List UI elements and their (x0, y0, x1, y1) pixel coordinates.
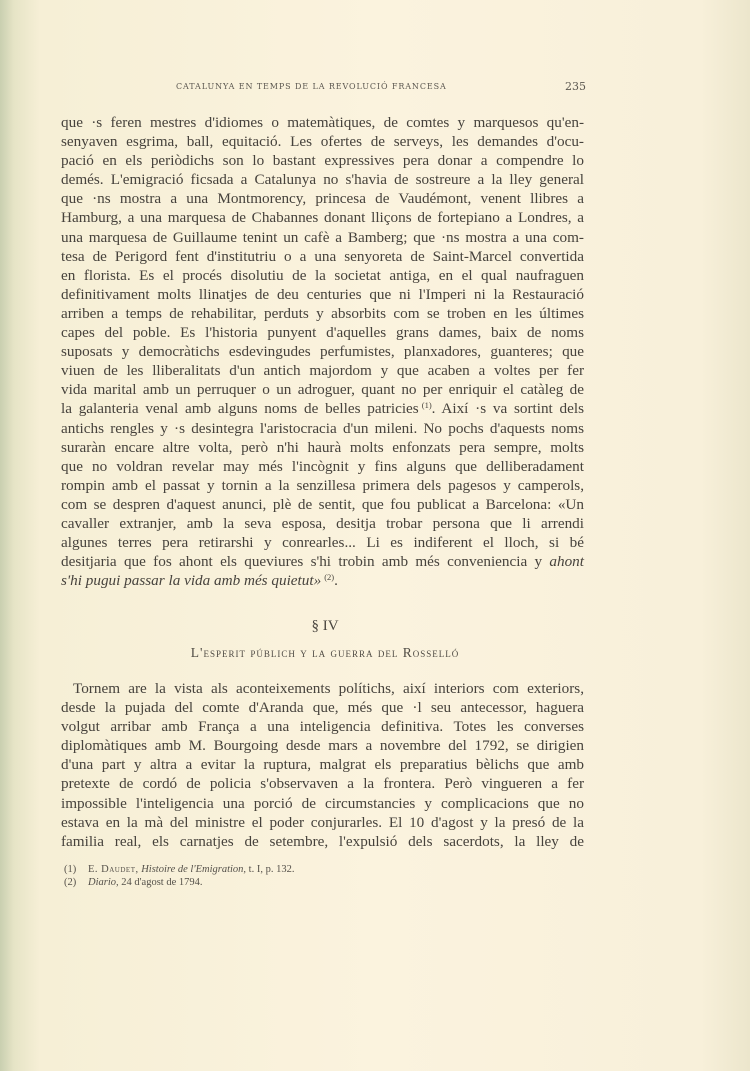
text-line: rompin amb el passat y tornin a la senzillesa primera dels pagesos y camperols, (61, 476, 584, 494)
text-line: una marquesa de Guillaume tenint un cafè a Bamberg; que ·ns mostra a una com- (61, 228, 584, 246)
page-number: 235 (565, 80, 586, 93)
paragraph-2 (61, 679, 584, 851)
text-line: diplomàtiques amb M. Bourgoing desde mars a novembre del 1792, se dirigien (61, 737, 584, 755)
text-line: d'una part y altra a evitar la ruptura, malgrat els preparatius bèlichs que amb (61, 756, 584, 774)
text-line (61, 552, 584, 571)
text-line: que no voldran revelar may més l'incògnit y fins alguns que delliberadament (61, 457, 584, 475)
text-line: com se despren d'aquest anunci, plè de sentit, que fou publicat a Barcelona: «Un (61, 495, 584, 513)
text-line: algunes terres pera retirarshi y conrearles... Li es indiferent el lloch, si bé (61, 534, 584, 552)
text-line: definitivament molts llinatjes de deu centuries que ni l'Imperi ni la Restauració (61, 285, 584, 303)
footnote-mark: (2) (64, 876, 77, 888)
text-line: antichs rengles y ·s desintegra l'aristocracia d'un mileni. No pochs d'aquests noms (61, 419, 584, 437)
text-line: volgut arribar amb França a una inteligencia definitiva. Totes les converses (61, 718, 584, 736)
text-segment: . (334, 572, 338, 590)
footnote-2 (64, 877, 294, 890)
text-line: impossible l'inteligencia una porció de circumstancies y complicacions que no (61, 794, 584, 812)
italic-quote: ahont (549, 553, 584, 571)
running-title: CATALUNYA EN TEMPS DE LA REVOLUCIÓ FRANCESA (176, 82, 447, 91)
section-number: § IV (311, 618, 339, 634)
text-line: pretexte de cordó de policia s'observaven a la frontera. Però vingueren a fer (61, 775, 584, 793)
text-line: vida marital amb un perruquer o un adroguer, quant no per enriquir el catàleg de (61, 381, 584, 399)
text-line: en florista. Es el procés disolutiu de la societat antiga, en el qual naufraguen (61, 266, 584, 284)
footnotes (64, 864, 294, 889)
text-line: desde la pujada del comte d'Aranda que, més que ·l seu antecessor, haguera (61, 699, 584, 717)
section-title: L'esperit públich y la guerra del Rosselló (190, 645, 460, 660)
text-line: tesa de Perigord fent d'institutriu o a una senyoreta de Saint-Marcel convertida (61, 247, 584, 265)
footnote-work: Histoire de l'Emigration, (141, 864, 247, 875)
text-line: que ·s feren mestres d'idiomes o matemàtiques, de comtes y marquesos qu'en- (61, 114, 584, 131)
footnote-ref-2[interactable]: (2) (324, 572, 335, 583)
text-line: suposats y democràtichs esdevingudes perfumistes, planxadores, guanteres; que (61, 343, 584, 361)
text-line: Hamburg, a una marquesa de Chabannes donant lliçons de fortepiano a Londres, a (61, 209, 584, 227)
italic-quote: s'hi pugui passar la vida amb més quietut» (61, 572, 322, 590)
text-line: demés. L'emigració ficsada a Catalunya no s'havia de sostreure a la lley general (61, 171, 584, 189)
footnote-mark: (1) (64, 864, 77, 875)
text-line: cavaller extranjer, amb la seva esposa, desitja trobar persona que li arrendi (61, 514, 584, 532)
text-line: viuen de les lliberalitats d'un antich majordom y que acaben a voltes per fer (61, 362, 584, 380)
text-line: estava en la mà del ministre el poder conjurarles. El 10 d'agost y la presó de la (61, 813, 584, 831)
footnote-author: E. Daudet, (88, 864, 139, 875)
text-segment: la galanteria venal amb alguns noms de belles patricies (61, 400, 419, 418)
text-line: senyaven esgrima, ball, equitació. Les ofertes de serveys, les demandes d'ocu- (61, 133, 584, 151)
footnote-work: Diario, (88, 876, 119, 888)
text-line: pació en els periòdichs son lo bastant expressives pera donar a compendre lo (61, 152, 584, 170)
text-line-with-note (61, 399, 584, 418)
text-line: arriben a temps de rehabilitar, perduts y absorbits com se troben en les últimes (61, 304, 584, 322)
text-line: Tornem are la vista als aconteixements polítichs, així interiors com exteriors, (73, 680, 584, 697)
text-segment: . Així ·s va sortint dels (431, 400, 584, 418)
text-segment: desitjaria que fos ahont els queviures s'hi trobin amb més conveniencia y (61, 553, 543, 571)
paragraph-1 (61, 113, 584, 590)
footnote-ref-detail: 24 d'agost de 1794. (121, 876, 203, 888)
footnote-ref-1[interactable]: (1) (421, 400, 432, 411)
text-line: familia real, els carnatjes de setembre, l'expulsió dels sacerdots, la lley de (61, 832, 584, 850)
text-line: capes del poble. Es l'historia punyent d'aquelles grans dames, baix de noms (61, 324, 584, 342)
text-line-with-note (61, 571, 584, 590)
footnote-ref-detail: t. I, p. 132. (248, 864, 295, 875)
text-line: que ·ns mostra a una Montmorency, princesa de Vaudémont, venent llibres a (61, 190, 584, 208)
text-line: suraràn encare altre volta, però n'hi haurà molts enfonzats pera sempre, molts (61, 438, 584, 456)
footnote-1 (64, 864, 294, 877)
